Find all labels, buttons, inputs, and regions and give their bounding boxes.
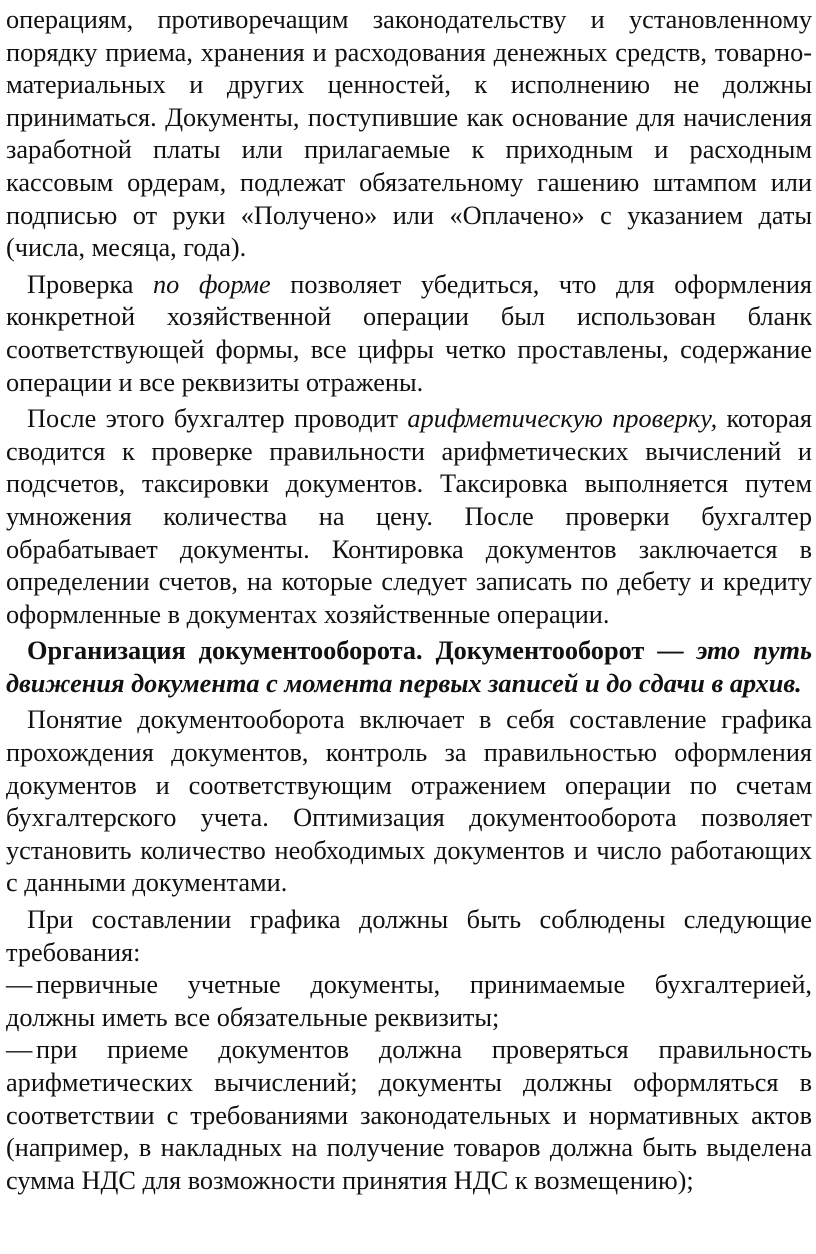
heading-term: Организация документооборота. Документооборот —: [27, 636, 684, 666]
list-item-text: при приеме документов должна проверяться правильность арифметических вычислений; документы должны оформляться в соответствии с требованиями законодательных и нормативных актов (например, в накладных на получение товаров должна быть выделена сумма НДС для возможности принятия НДС к возмещению);: [6, 1035, 812, 1195]
document-page: [6, 4, 812, 1197]
list-item: [6, 1034, 812, 1197]
list-item-text: первичные учетные документы, принимаемые бухгалтерией, должны иметь все обязательные реквизиты;: [6, 970, 812, 1032]
form-check-text-start: Проверка: [27, 269, 154, 299]
section-heading-document-flow: [6, 635, 812, 700]
paragraph-document-flow-concept: Понятие документооборота включает в себя составление графика прохождения документов, контроль за правильностью оформления документов и соответствующим отражением операции по счетам бухгалтерского учета. Оптимизация документооборота позволяет установить количество необходимых документов и число работающих с данными документами.: [6, 705, 812, 898]
arithmetic-check-text-start: После этого бухгалтер проводит: [27, 404, 408, 434]
paragraph-arithmetic-check: [6, 403, 812, 631]
dash-marker: —: [6, 1035, 33, 1065]
form-check-text-end: позволяет убедиться, что для оформления конкретной хозяйственной операции был использован бланк соответствующей формы, все цифры четко проставлены, содержание операции и все реквизиты отражены.: [6, 269, 812, 397]
paragraph-form-check: [6, 269, 812, 399]
arithmetic-check-text-end: которая сводится к проверке правильности арифметических вычислений и подсчетов, таксировки документов. Таксировка выполняется путем умножения количества на цену. После проверки бухгалтер обрабатывает документы. Контировка документов заключается в определении счетов, на которые следует записать по дебету и кредиту оформленные в документах хозяйственные операции.: [6, 404, 812, 629]
list-item: [6, 969, 812, 1034]
arithmetic-check-term: арифметическую проверку,: [407, 404, 718, 434]
form-check-term: по форме: [153, 269, 271, 299]
dash-marker: —: [6, 970, 33, 1000]
paragraph-schedule-requirements: При составлении графика должны быть соблюдены следующие требования:: [6, 905, 812, 967]
paragraph-continuation: операциям, противоречащим законодательству и установленному порядку приема, хранения и расходования денежных средств, товарно-материальных и других ценностей, к исполнению не должны приниматься. Документы, поступившие как основание для начисления заработной платы или прилагаемые к приходным и расходным кассовым ордерам, подлежат обязательному гашению штампом или подписью от руки «Получено» или «Оплачено» с указанием даты (числа, месяца, года).: [6, 5, 812, 263]
heading-definition: это путь движения документа с момента первых записей и до сдачи в архив.: [6, 636, 812, 698]
